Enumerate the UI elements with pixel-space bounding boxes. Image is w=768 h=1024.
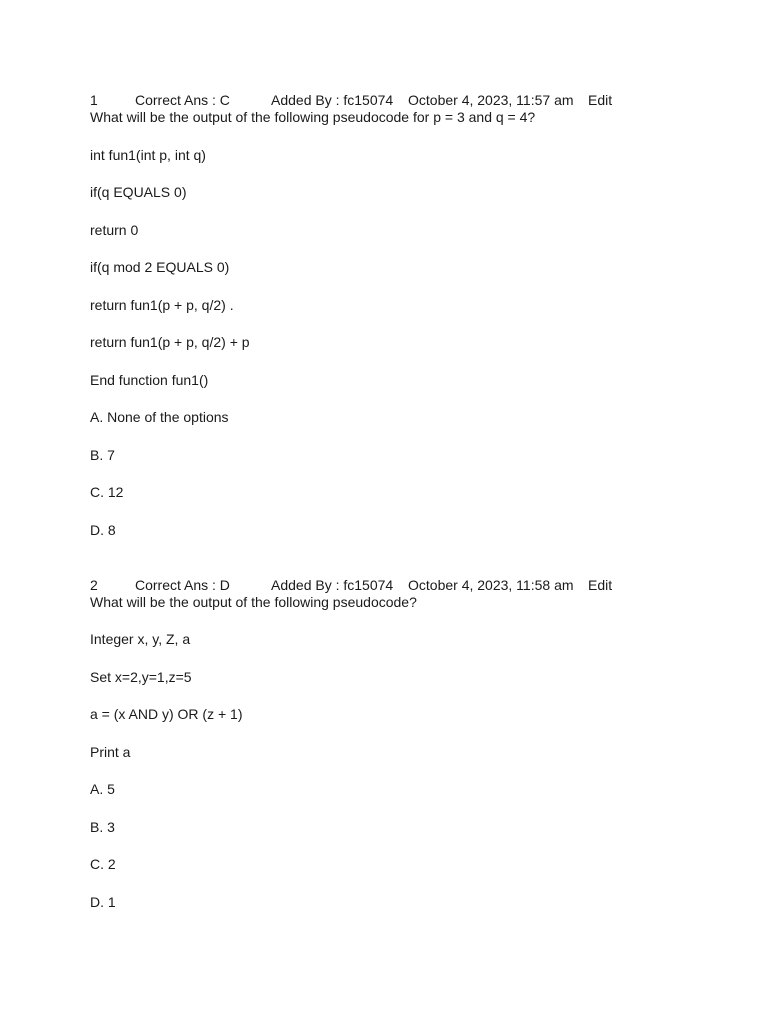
question-number: 2 bbox=[90, 576, 98, 593]
question-text: What will be the output of the following pseudocode? bbox=[90, 593, 417, 610]
code-line: a = (x AND y) OR (z + 1) bbox=[90, 706, 243, 722]
question-meta-row bbox=[90, 92, 730, 109]
option-d: D. 8 bbox=[90, 521, 116, 538]
code-line: return fun1(p + p, q/2) + p bbox=[90, 334, 250, 350]
edit-link[interactable]: Edit bbox=[588, 576, 613, 593]
option-a: A. 5 bbox=[90, 781, 115, 797]
code-line: int fun1(int p, int q) bbox=[90, 146, 206, 163]
option-c: C. 2 bbox=[90, 856, 116, 872]
option-c: C. 12 bbox=[90, 484, 124, 500]
correct-answer: Correct Ans : D bbox=[135, 576, 230, 593]
code-line: if(q mod 2 EQUALS 0) bbox=[90, 259, 230, 275]
code-line: return fun1(p + p, q/2) . bbox=[90, 296, 234, 313]
document-page bbox=[90, 92, 730, 949]
correct-answer: Correct Ans : C bbox=[135, 92, 230, 108]
option-d: D. 1 bbox=[90, 893, 116, 910]
added-date: October 4, 2023, 11:57 am bbox=[408, 92, 574, 108]
code-line: return 0 bbox=[90, 221, 139, 238]
option-b: B. 3 bbox=[90, 818, 115, 835]
question-1 bbox=[90, 92, 730, 539]
question-number: 1 bbox=[90, 92, 98, 108]
option-a: A. None of the options bbox=[90, 409, 229, 425]
question-meta-row bbox=[90, 577, 730, 594]
edit-link[interactable]: Edit bbox=[588, 92, 613, 108]
code-line: Integer x, y, Z, a bbox=[90, 631, 191, 647]
question-body bbox=[90, 631, 730, 911]
question-text: What will be the output of the following pseudocode for p = 3 and q = 4? bbox=[90, 109, 536, 125]
code-line: Set x=2,y=1,z=5 bbox=[90, 668, 192, 685]
added-date: October 4, 2023, 11:58 am bbox=[408, 576, 574, 593]
added-by: Added By : fc15074 bbox=[271, 576, 394, 593]
option-b: B. 7 bbox=[90, 446, 115, 463]
added-by: Added By : fc15074 bbox=[271, 92, 394, 108]
question-body bbox=[90, 147, 730, 539]
code-line: End function fun1() bbox=[90, 371, 209, 388]
code-line: if(q EQUALS 0) bbox=[90, 184, 187, 200]
question-2 bbox=[90, 577, 730, 911]
code-line: Print a bbox=[90, 743, 131, 760]
